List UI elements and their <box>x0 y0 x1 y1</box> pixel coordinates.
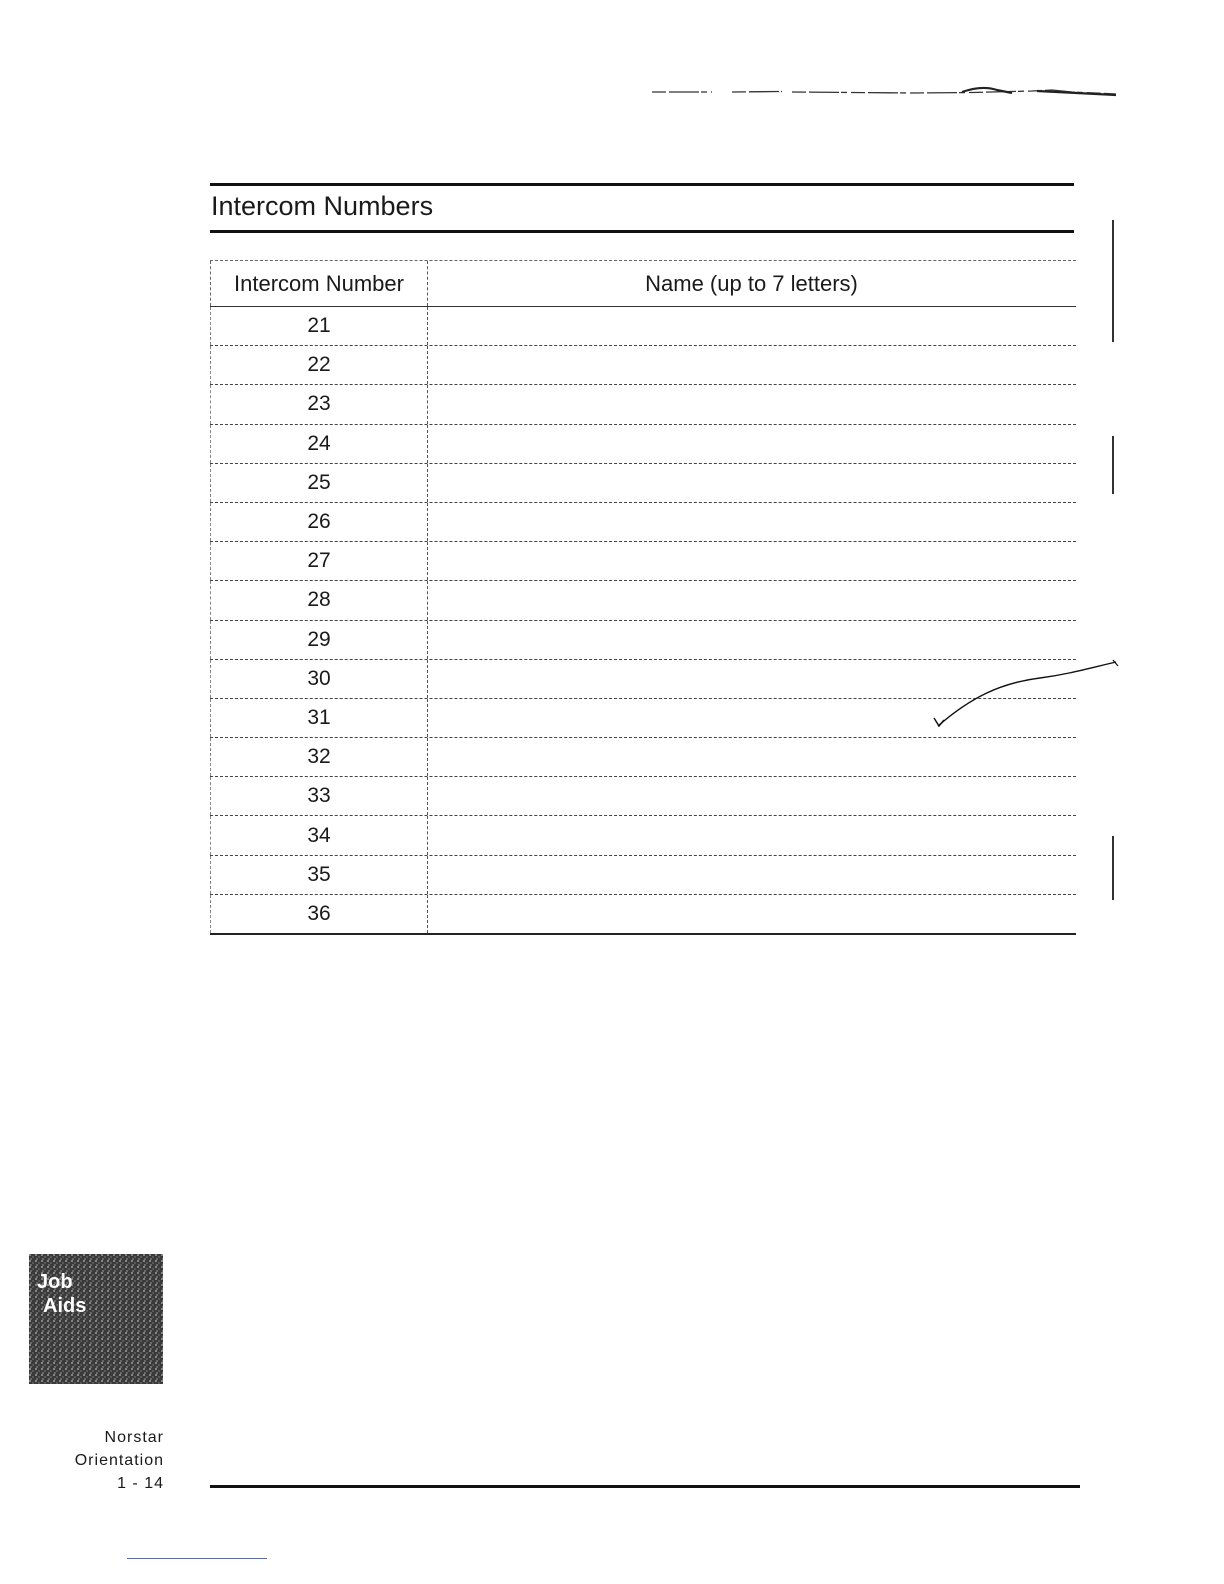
footer-label <box>40 1426 164 1495</box>
page-title: Intercom Numbers <box>211 191 434 221</box>
table-row <box>210 856 1076 895</box>
name-entry-field[interactable] <box>427 856 1076 894</box>
intercom-number: 28 <box>307 588 331 612</box>
intercom-number: 33 <box>307 784 331 808</box>
table-header <box>210 260 1076 307</box>
header-cell-name: Name (up to 7 letters) <box>645 270 858 296</box>
intercom-number: 26 <box>307 510 331 534</box>
footer-rule <box>210 1485 1080 1488</box>
intercom-number: 22 <box>307 353 331 377</box>
intercom-number: 25 <box>307 470 331 494</box>
name-entry-field[interactable] <box>427 777 1076 815</box>
intercom-number: 35 <box>307 862 331 886</box>
footer-section: Orientation <box>74 1452 164 1469</box>
table-row <box>210 542 1076 581</box>
margin-mark <box>1112 836 1114 900</box>
table-row <box>210 307 1076 346</box>
name-entry-field[interactable] <box>427 346 1076 384</box>
name-entry-field[interactable] <box>427 503 1076 541</box>
table-row <box>210 895 1076 935</box>
title-rule-top <box>210 183 1074 186</box>
table-row <box>210 777 1076 816</box>
table-row <box>210 503 1076 542</box>
svg-text:Aids: Aids <box>43 1295 87 1317</box>
intercom-number: 36 <box>307 901 331 925</box>
intercom-number: 34 <box>307 823 331 847</box>
title-rule-bottom <box>210 230 1074 233</box>
name-entry-field[interactable] <box>427 895 1076 933</box>
intercom-number: 23 <box>307 392 331 416</box>
svg-text:Job: Job <box>37 1271 73 1293</box>
page-number: 1 - 14 <box>117 1475 164 1492</box>
handwritten-check-icon <box>930 658 1120 732</box>
table-row <box>210 621 1076 660</box>
table-row <box>210 464 1076 503</box>
name-entry-field[interactable] <box>427 542 1076 580</box>
intercom-table <box>210 260 1076 935</box>
intercom-number: 24 <box>307 431 331 455</box>
intercom-number: 32 <box>307 745 331 769</box>
name-entry-field[interactable] <box>427 307 1076 345</box>
table-row <box>210 385 1076 424</box>
job-aids-icon <box>29 1254 163 1384</box>
table-row <box>210 581 1076 620</box>
name-entry-field[interactable] <box>427 581 1076 619</box>
name-entry-field[interactable] <box>427 738 1076 776</box>
intercom-number: 30 <box>307 666 331 690</box>
scan-artifact-blue-line <box>127 1558 267 1559</box>
name-entry-field[interactable] <box>427 816 1076 854</box>
intercom-number: 29 <box>307 627 331 651</box>
margin-mark <box>1112 220 1114 342</box>
intercom-number: 31 <box>307 705 331 729</box>
table-row <box>210 425 1076 464</box>
name-entry-field[interactable] <box>427 621 1076 659</box>
header-cell-intercom-number: Intercom Number <box>210 261 428 306</box>
table-row <box>210 346 1076 385</box>
name-entry-field[interactable] <box>427 425 1076 463</box>
footer-product: Norstar <box>104 1429 164 1446</box>
table-row <box>210 738 1076 777</box>
name-entry-field[interactable] <box>427 464 1076 502</box>
margin-mark <box>1112 436 1114 494</box>
intercom-number: 27 <box>307 549 331 573</box>
intercom-number: 21 <box>307 314 331 338</box>
table-row <box>210 816 1076 855</box>
scan-artifact-line <box>652 86 1116 98</box>
name-entry-field[interactable] <box>427 385 1076 423</box>
